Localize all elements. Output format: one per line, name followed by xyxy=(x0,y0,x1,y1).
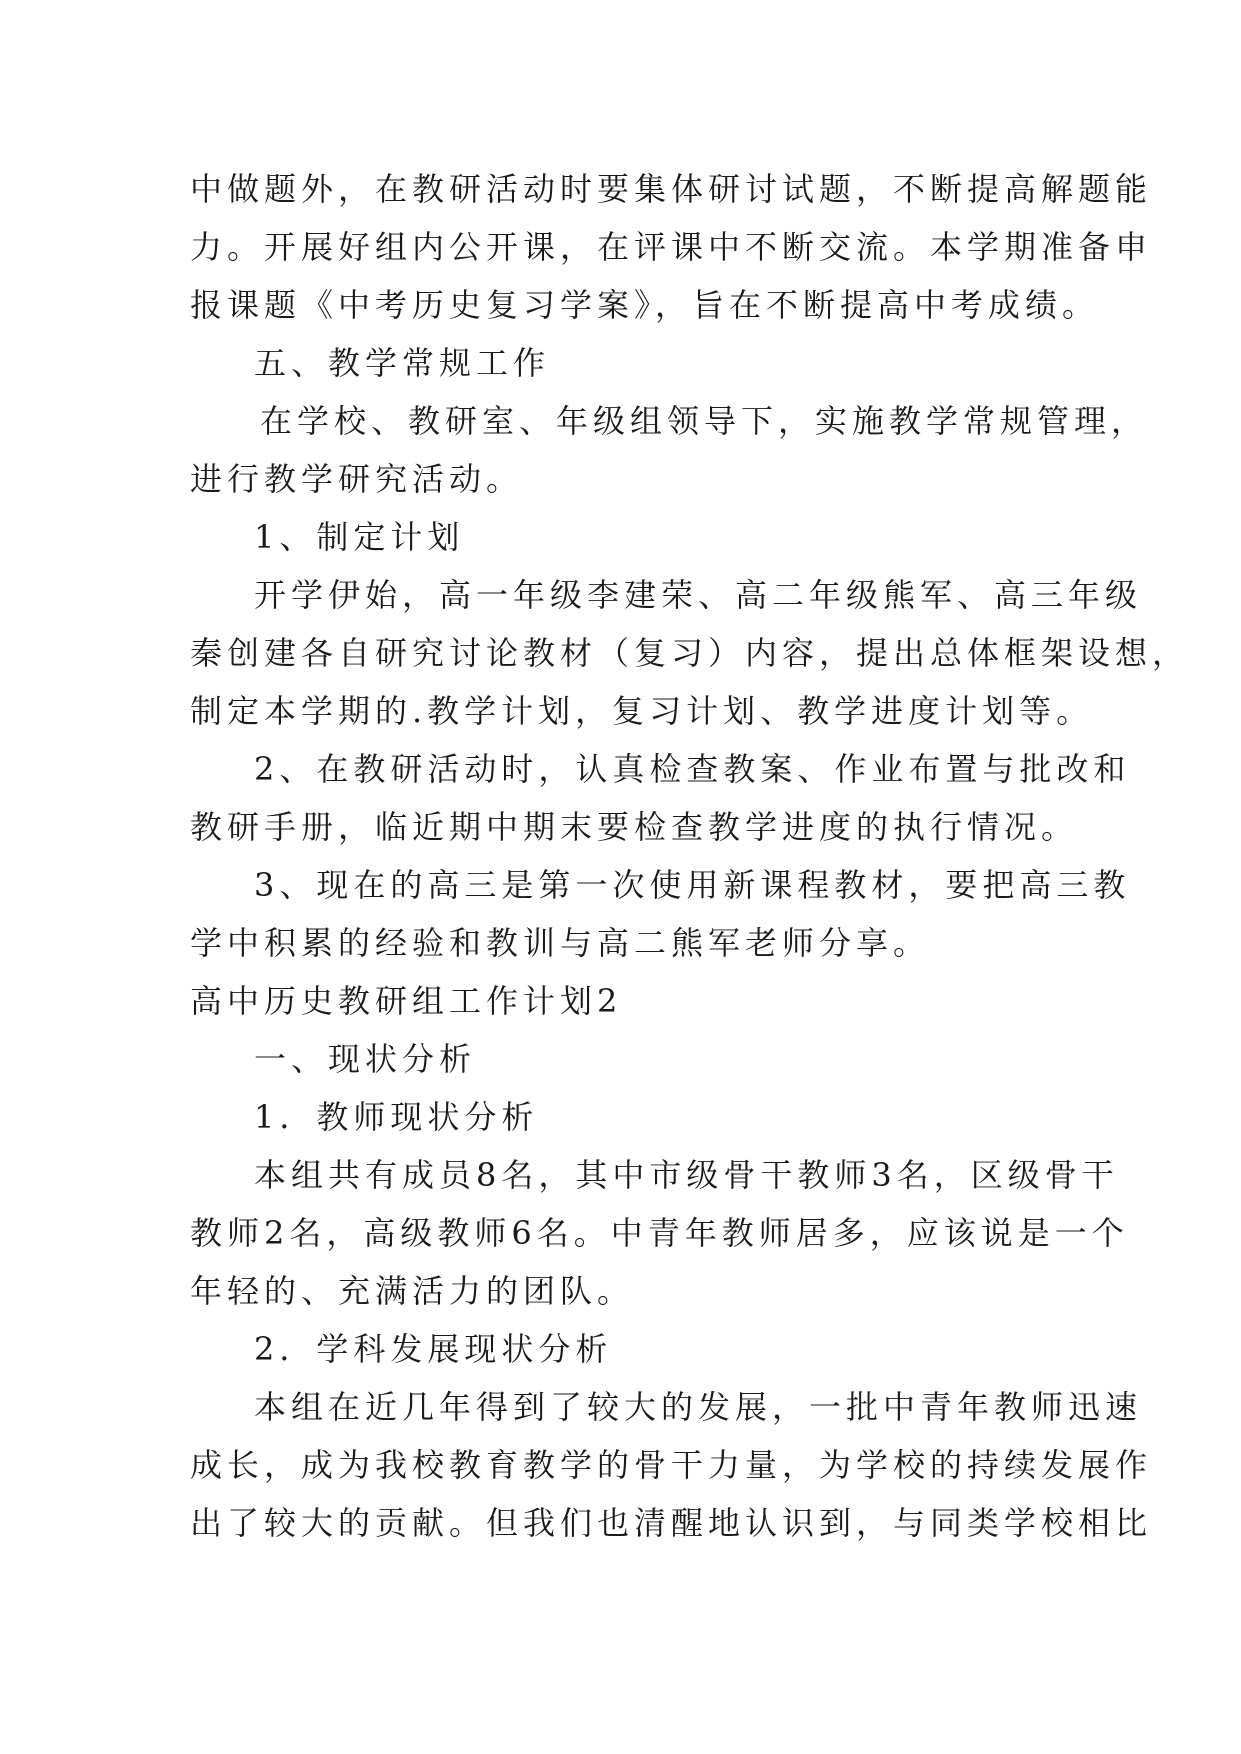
text-line: 进行教学研究活动。 xyxy=(190,460,524,498)
text-line: 年轻的、充满活力的团队。 xyxy=(190,1272,635,1310)
text-line: 本组在近几年得到了较大的发展，一批中青年教师迅速 xyxy=(254,1388,1143,1426)
subsection-heading: 2．学科发展现状分析 xyxy=(254,1330,613,1368)
text-line: 教师2名，高级教师6名。中青年教师居多，应该说是一个 xyxy=(190,1214,1129,1252)
text-line: 在学校、教研室、年级组领导下，实施教学常规管理， xyxy=(260,402,1149,440)
text-line: 制定本学期的.教学计划，复习计划、教学进度计划等。 xyxy=(190,692,1094,730)
document-body xyxy=(190,160,1190,1552)
text-line: 开学伊始，高一年级李建荣、高二年级熊军、高三年级 xyxy=(254,576,1143,614)
text-line: 2、在教研活动时，认真检查教案、作业布置与批改和 xyxy=(254,750,1131,788)
subsection-heading: 1、制定计划 xyxy=(254,518,465,556)
text-line: 3、现在的高三是第一次使用新课程教材，要把高三教 xyxy=(254,866,1131,904)
subsection-heading: 1．教师现状分析 xyxy=(254,1098,539,1136)
section-heading: 一、现状分析 xyxy=(254,1040,477,1078)
text-line: 学中积累的经验和教训与高二熊军老师分享。 xyxy=(190,924,931,962)
section-heading: 五、教学常规工作 xyxy=(254,344,551,382)
text-line: 成长，成为我校教育教学的骨干力量，为学校的持续发展作 xyxy=(190,1446,1153,1484)
text-line: 力。开展好组内公开课，在评课中不断交流。本学期准备申 xyxy=(190,228,1153,266)
document-title: 高中历史教研组工作计划2 xyxy=(190,982,623,1020)
text-line: 出了较大的贡献。但我们也清醒地认识到，与同类学校相比 xyxy=(190,1504,1153,1542)
text-line: 秦创建各自研究讨论教材（复习）内容，提出总体框架设想， xyxy=(190,634,1190,672)
text-line: 教研手册，临近期中期末要检查教学进度的执行情况。 xyxy=(190,808,1079,846)
text-line: 本组共有成员8名，其中市级骨干教师3名，区级骨干 xyxy=(254,1156,1119,1194)
text-line: 报课题《中考历史复习学案》，旨在不断提高中考成绩。 xyxy=(190,286,1100,324)
text-line: 中做题外，在教研活动时要集体研讨试题，不断提高解题能 xyxy=(190,170,1153,208)
